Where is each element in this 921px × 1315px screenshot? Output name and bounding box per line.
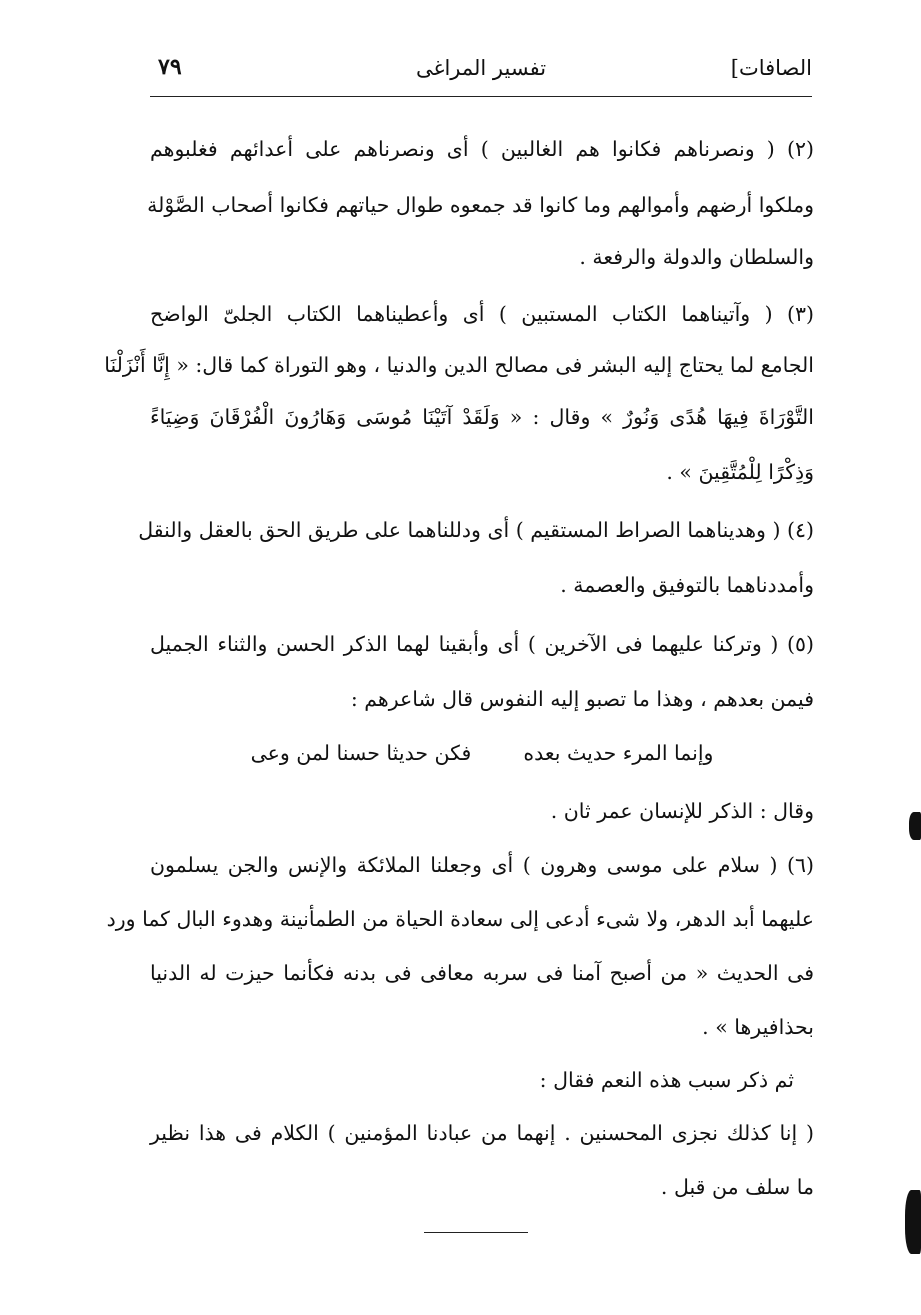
end-rule bbox=[424, 1232, 528, 1233]
quran-verse-line: التَّوْرَاةَ فِيهَا هُدًى وَنُورٌ » وقال : « وَلَقَدْ آتَيْنَا مُوسَى وَهَارُونَ الْفُرْقَانَ وَضِيَاءً bbox=[150, 405, 814, 429]
text-line: الجامع لما يحتاج إليه البشر فى مصالح الدين والدنيا ، وهو التوراة كما قال: « إِنَّا أَنْزَلْنَا bbox=[104, 353, 814, 377]
hadith-line: بحذافيرها » . bbox=[702, 1015, 814, 1039]
poetry-verse: وإنما المرء حديث بعده فكن حديثا حسنا لمن وعى bbox=[250, 741, 714, 765]
text-line: (٦) ( سلام على موسى وهرون ) أى وجعلنا الملائكة والإنس والجن يسلمون bbox=[150, 853, 814, 877]
text-line: عليهما أبد الدهر، ولا شىء أدعى إلى سعادة الحياة من الطمأنينة وهدوء البال كما ورد bbox=[106, 907, 814, 931]
text-line: ما سلف من قبل . bbox=[660, 1175, 814, 1199]
header-rule bbox=[150, 96, 812, 97]
text-line: وملكوا أرضهم وأموالهم وما كانوا قد جمعوه طوال حياتهم فكانوا أصحاب الصَّوْلة bbox=[147, 193, 814, 217]
page-number: ٧٩ bbox=[158, 54, 182, 80]
text-line: (٣) ( وآتيناهما الكتاب المستبين ) أى وأعطيناهما الكتاب الجلىّ الواضح bbox=[150, 302, 814, 326]
text-line: وقال : الذكر للإنسان عمر ثان . bbox=[550, 799, 814, 823]
text-line: ( إنا كذلك نجزى المحسنين . إنهما من عبادنا المؤمنين ) الكلام فى هذا نظير bbox=[150, 1121, 814, 1145]
text-line: (٢) ( ونصرناهم فكانوا هم الغالبين ) أى ونصرناهم على أعدائهم فغلبوهم bbox=[150, 137, 814, 161]
text-line: وأمددناهما بالتوفيق والعصمة . bbox=[560, 573, 814, 597]
page-header bbox=[150, 52, 812, 94]
text-line: (٥) ( وتركنا عليهما فى الآخرين ) أى وأبقينا لهما الذكر الحسن والثناء الجميل bbox=[150, 632, 814, 656]
scan-mark bbox=[905, 1190, 921, 1254]
text-line: (٤) ( وهديناهما الصراط المستقيم ) أى ودللناهما على طريق الحق بالعقل والنقل bbox=[138, 518, 814, 542]
text-line: فيمن بعدهم ، وهذا ما تصبو إليه النفوس قال شاعرهم : bbox=[350, 687, 814, 711]
quran-verse-line: وَذِكْرًا لِلْمُتَّقِينَ » . bbox=[666, 460, 814, 484]
book-title: تفسير المراغى bbox=[415, 56, 547, 80]
text-line: والسلطان والدولة والرفعة . bbox=[579, 245, 814, 269]
surah-name: الصافات] bbox=[730, 56, 812, 80]
scan-mark bbox=[909, 812, 921, 840]
text-line: ثم ذكر سبب هذه النعم فقال : bbox=[539, 1068, 794, 1092]
hadith-line: فى الحديث « من أصبح آمنا فى سربه معافى فى بدنه فكأنما حيزت له الدنيا bbox=[150, 961, 814, 985]
